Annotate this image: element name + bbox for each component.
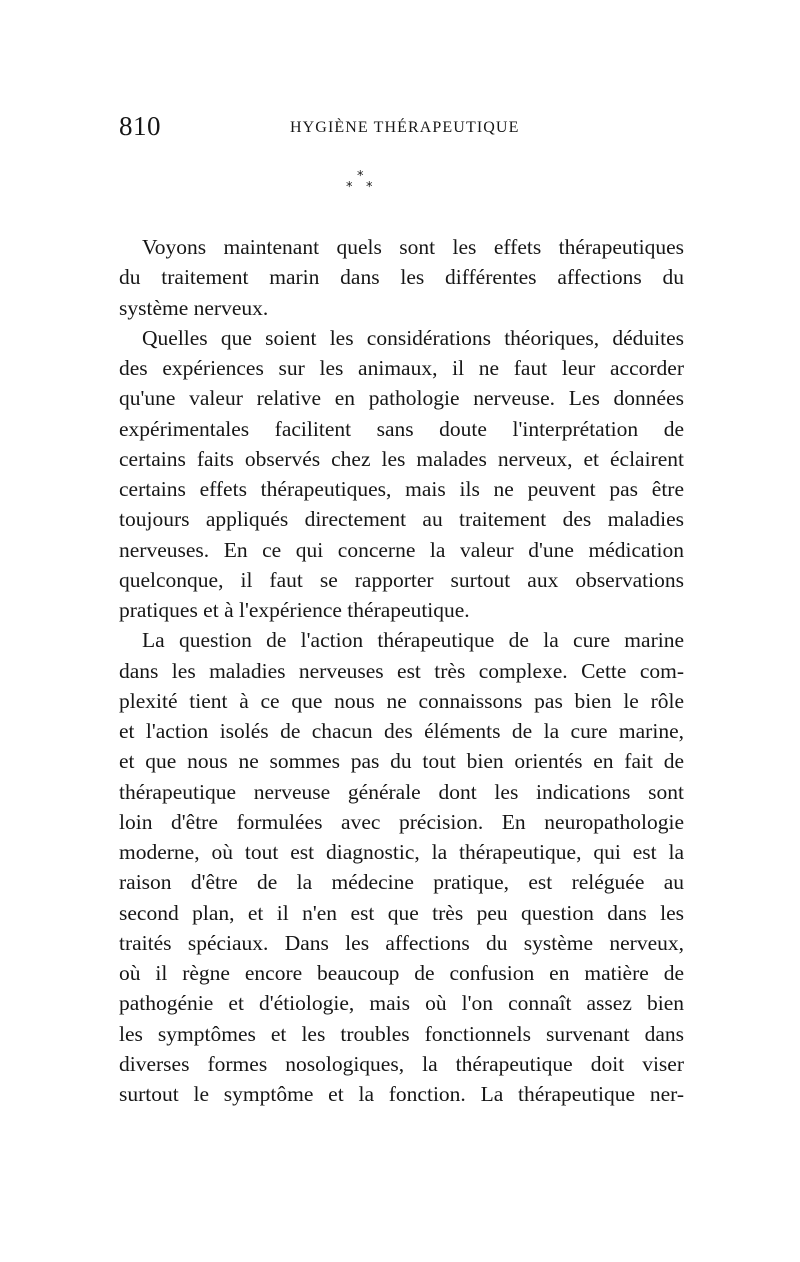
running-title: HYGIÈNE THÉRAPEUTIQUE (290, 119, 520, 136)
text-line: qu'une valeur relative en pathologie nerveuse. Les données (119, 386, 684, 411)
text-line: surtout le symptôme et la fonction. La thérapeutique ner- (119, 1082, 684, 1106)
text-line: pratiques et à l'expérience thérapeutique. (119, 598, 470, 622)
text-line: toujours appliqués directement au traitement des maladies (119, 507, 684, 532)
text-line: certains faits observés chez les malades nerveux, et éclairent (119, 446, 684, 471)
text-line: certains effets thérapeutiques, mais ils ne peuvent pas être (119, 477, 684, 501)
text-line: système nerveux. (119, 295, 269, 320)
text-line: diverses formes nosologiques, la thérapeutique doit viser (119, 1051, 684, 1076)
text-line: quelconque, il faut se rapporter surtout aux observations (119, 567, 684, 592)
asterism-star-top: * (357, 169, 364, 184)
text-line: thérapeutique nerveuse générale dont les indications sont (119, 779, 684, 804)
text-line: moderne, où tout est diagnostic, la thérapeutique, qui est la (119, 840, 684, 864)
text-line: La question de l'action thérapeutique de la cure marine (142, 628, 684, 653)
asterism-star-left: * (346, 180, 353, 195)
paragraph-2 (119, 323, 684, 626)
text-line: plexité tient à ce que nous ne connaissons pas bien le rôle (119, 688, 684, 713)
text-line: Quelles que soient les considérations théoriques, déduites (142, 325, 684, 350)
asterism-star-right: * (366, 180, 373, 195)
text-line: du traitement marin dans les différentes affections du (119, 265, 684, 290)
text-line: expérimentales facilitent sans doute l'interprétation de (119, 416, 684, 441)
text-line: traités spéciaux. Dans les affections du système nerveux, (119, 930, 684, 955)
paragraph-1 (119, 232, 684, 323)
text-line: où il règne encore beaucoup de confusion en matière de (119, 961, 684, 985)
text-line: et l'action isolés de chacun des éléments de la cure marine, (119, 719, 684, 743)
page-number: 810 (119, 111, 161, 141)
text-line: pathogénie et d'étiologie, mais où l'on connaît assez bien (119, 991, 684, 1016)
body-text (119, 232, 684, 1109)
text-line: dans les maladies nerveuses est très complexe. Cette com- (119, 658, 684, 683)
asterism-ornament (344, 170, 384, 200)
text-line: les symptômes et les troubles fonctionnels survenant dans (119, 1021, 684, 1046)
text-line: nerveuses. En ce qui concerne la valeur d'une médication (119, 537, 684, 562)
text-line: second plan, et il n'en est que très peu question dans les (119, 900, 684, 925)
text-line: et que nous ne sommes pas du tout bien orientés en fait de (119, 749, 684, 774)
text-line: Voyons maintenant quels sont les effets thérapeutiques (142, 235, 684, 259)
paragraph-3 (119, 625, 684, 1109)
text-line: des expériences sur les animaux, il ne faut leur accorder (119, 356, 684, 380)
text-line: raison d'être de la médecine pratique, est reléguée au (119, 870, 684, 895)
text-line: loin d'être formulées avec précision. En neuropathologie (119, 809, 684, 834)
